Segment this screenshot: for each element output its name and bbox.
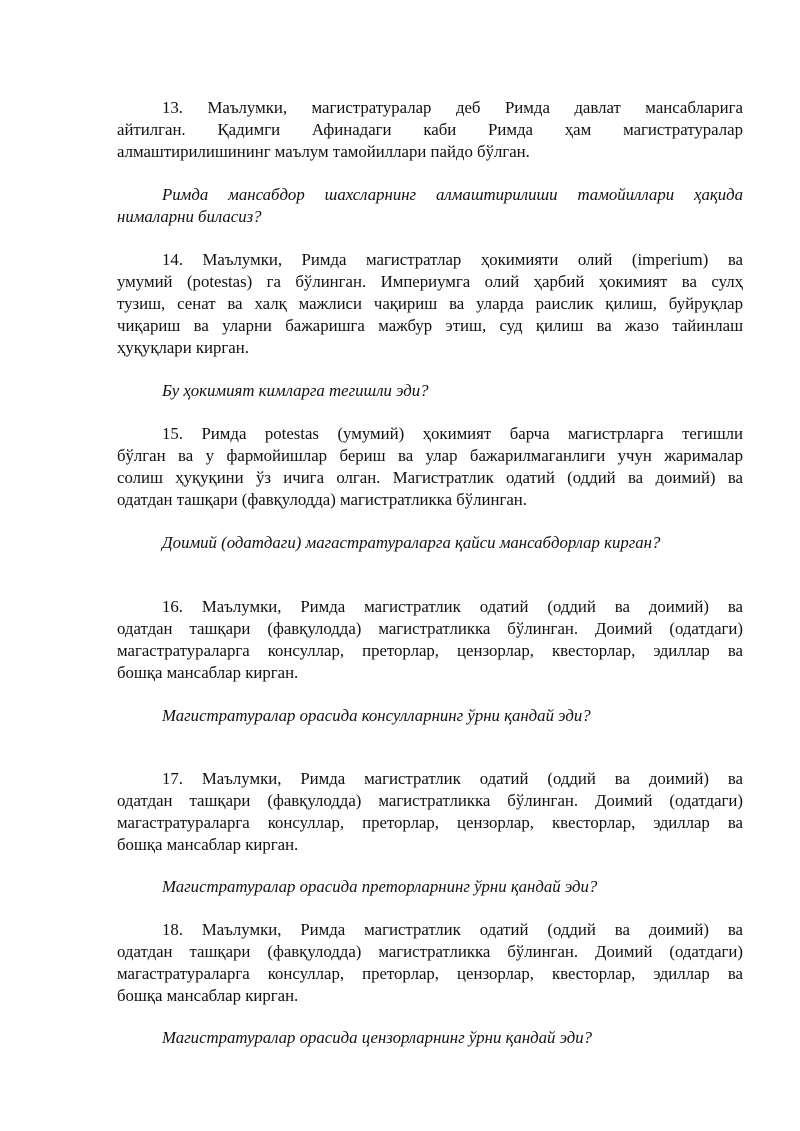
paragraph-line: 13. Маълумки, магистратуралар деб Римда давлат мансабларига [162,98,743,117]
paragraph-line: бошқа мансаблар кирган. [117,835,299,854]
question-17 [117,876,743,898]
paragraph-line: 17. Маълумки, Римда магистратлик одатий (оддий ва доимий) ва [162,769,743,788]
paragraph-line: 14. Маълумки, Римда магистратлар ҳокимияти олий (imperium) ва [162,250,743,269]
answer-paragraph-13 [117,97,743,163]
paragraph-line: 16. Маълумки, Римда магистратлик одатий (оддий ва доимий) ва [162,597,743,616]
question-15 [117,532,743,554]
paragraph-line: одатдан ташқари (фавқулодда) магистратликка бўлинган. Доимий (одатдаги) [117,791,743,810]
paragraph-line: одатдан ташқари (фавқулодда) магистратликка бўлинган. [117,490,527,509]
question-line: Доимий (одатдаги) магастратураларга қайси мансабдорлар кирган? [162,533,661,552]
answer-paragraph-15 [117,423,743,511]
paragraph-line: чиқариш ва уларни бажаришга мажбур этиш, суд қилиш ва жазо тайинлаш [117,316,743,335]
paragraph-line: бошқа мансаблар кирган. [117,663,299,682]
paragraph-line: 18. Маълумки, Римда магистратлик одатий (оддий ва доимий) ва [162,920,743,939]
question-18 [117,1027,743,1049]
question-line: Магистратуралар орасида консулларнинг ўрни қандай эди? [162,706,591,725]
paragraph-line: алмаштирилишининг маълум тамойиллари пайдо бўлган. [117,142,530,161]
paragraph-line: айтилган. Қадимги Афинадаги каби Римда ҳам магистратуралар [117,120,743,139]
question-16 [117,705,743,727]
answer-paragraph-14 [117,249,743,359]
question-14 [117,380,743,402]
question-line: Бу ҳокимият кимларга тегишли эди? [162,381,429,400]
paragraph-line: 15. Римда potestas (умумий) ҳокимият барча магистрларга тегишли [162,424,743,443]
question-line: Магистратуралар орасида преторларнинг ўрни қандай эди? [162,877,598,896]
answer-paragraph-16 [117,596,743,684]
paragraph-line: ҳуқуқлари кирган. [117,338,249,357]
paragraph-line: магастратураларга консуллар, преторлар, цензорлар, квесторлар, эдиллар ва [117,641,743,660]
paragraph-line: магастратураларга консуллар, преторлар, цензорлар, квесторлар, эдиллар ва [117,964,743,983]
question-line: Римда мансабдор шахсларнинг алмаштирилиши тамойиллари ҳақида [162,185,743,204]
paragraph-line: магастратураларга консуллар, преторлар, цензорлар, квесторлар, эдиллар ва [117,813,743,832]
question-line: Магистратуралар орасида цензорларнинг ўрни қандай эди? [162,1028,593,1047]
answer-paragraph-18 [117,919,743,1007]
paragraph-line: бошқа мансаблар кирган. [117,986,299,1005]
answer-paragraph-17 [117,768,743,856]
paragraph-line: умумий (potestas) га бўлинган. Империумга олий ҳарбий ҳокимият ва сулҳ [117,272,743,291]
question-line: нималарни биласиз? [117,207,262,226]
paragraph-line: одатдан ташқари (фавқулодда) магистратликка бўлинган. Доимий (одатдаги) [117,942,743,961]
paragraph-line: тузиш, сенат ва халқ мажлиси чақириш ва уларда раислик қилиш, буйруқлар [117,294,743,313]
paragraph-line: солиш ҳуқуқини ўз ичига олган. Магистратлик одатий (оддий ва доимий) ва [117,468,743,487]
question-13 [117,184,743,228]
paragraph-line: одатдан ташқари (фавқулодда) магистратликка бўлинган. Доимий (одатдаги) [117,619,743,638]
paragraph-line: бўлган ва у фармойишлар бериш ва улар бажарилмаганлиги учун жарималар [117,446,743,465]
